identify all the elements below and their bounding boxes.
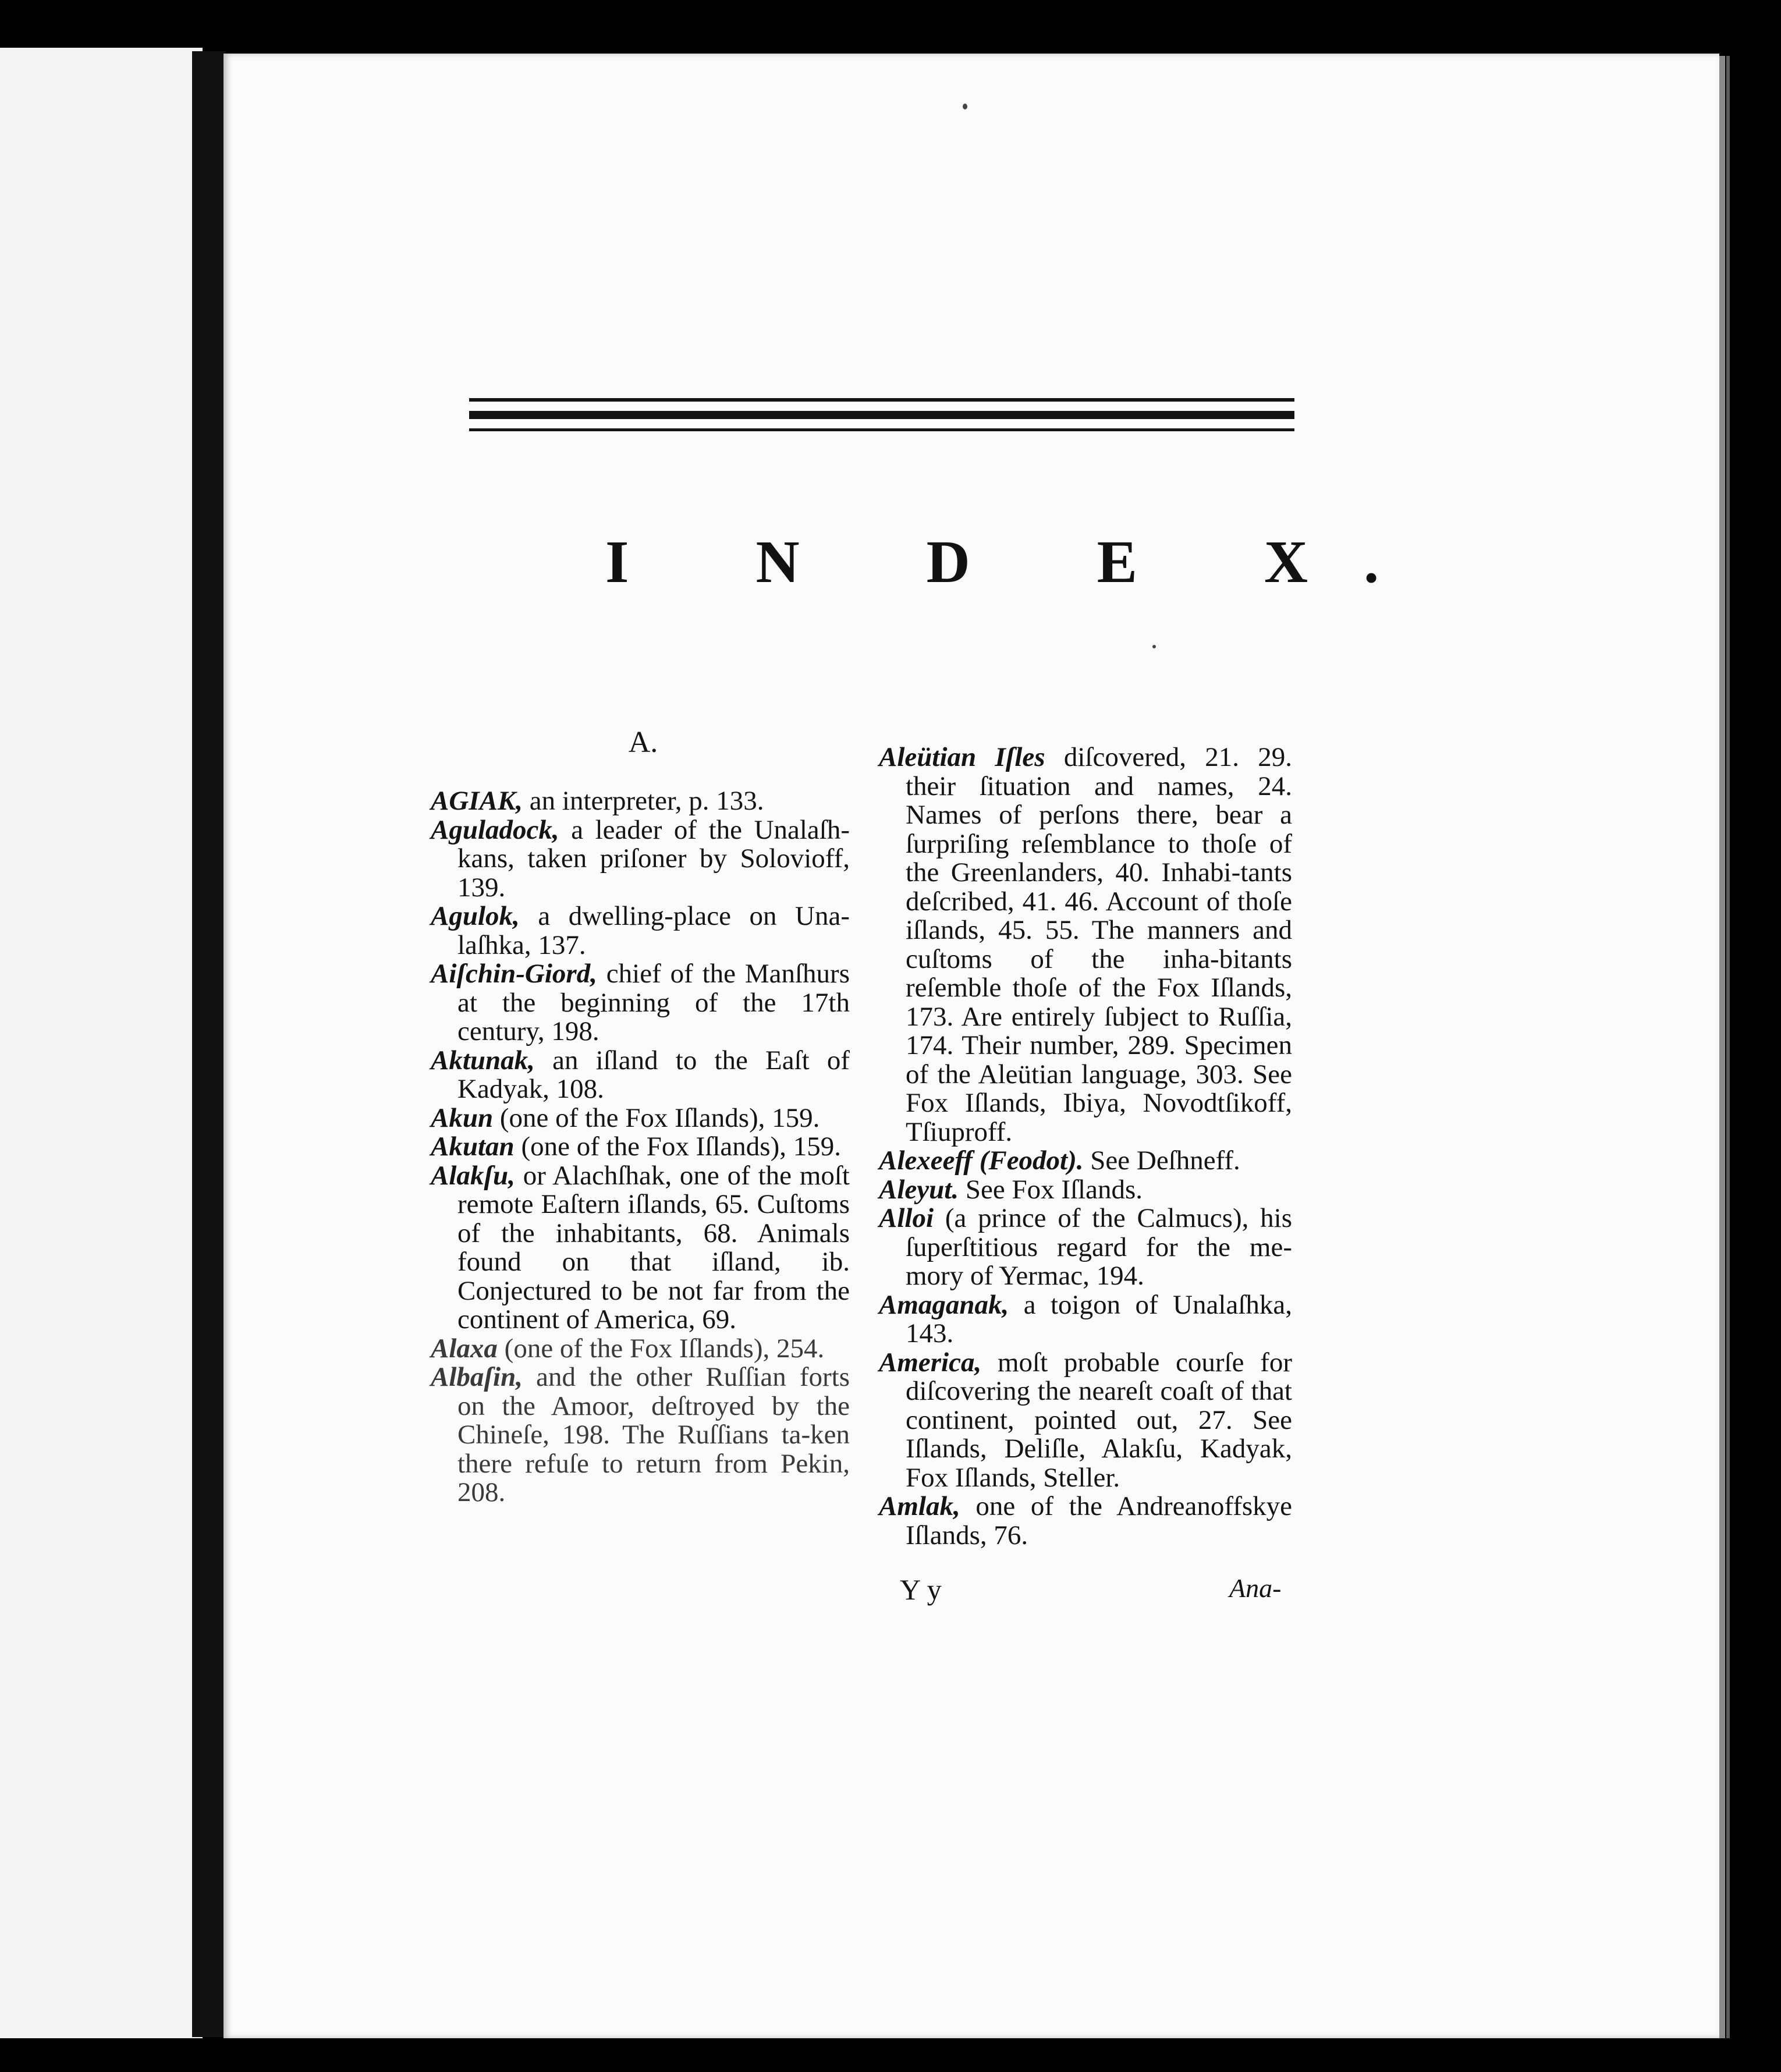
page-edge xyxy=(1719,56,1725,2038)
entry-headword: Agulok, xyxy=(431,901,520,931)
page-edge xyxy=(1726,56,1730,2038)
index-entry xyxy=(431,1162,850,1335)
entry-text: (one of the Fox Iſlands), 254. xyxy=(497,1333,825,1364)
entry-headword: Aktunak, xyxy=(431,1045,535,1076)
entry-text: (one of the Fox Iſlands), 159. xyxy=(514,1131,841,1162)
entry-headword: America, xyxy=(879,1347,982,1378)
entry-headword: Aguladock, xyxy=(431,814,559,845)
entry-text: or Alachſhak, one of the moſt remote Eaſtern iſlands, 65. Cuſtoms of the inhabitants, 68. Animals found on that iſland, ib. Conjectured to be not far from the continent of America, 69. xyxy=(457,1160,850,1335)
catchword: Ana- xyxy=(1229,1573,1282,1603)
signature-mark: Y y xyxy=(900,1573,942,1606)
entry-headword: Alloi xyxy=(879,1203,934,1233)
entry-headword: Albaſin, xyxy=(431,1362,523,1392)
index-entry xyxy=(431,1335,850,1364)
index-entry xyxy=(431,1046,850,1104)
index-entry xyxy=(431,816,850,903)
entry-headword: Amlak, xyxy=(879,1491,960,1521)
entry-headword: Alexeeff (Feodot). xyxy=(879,1145,1084,1176)
entry-text: an iſland to the Eaſt of Kadyak, 108. xyxy=(457,1045,850,1104)
index-entry xyxy=(879,1291,1292,1349)
entry-text: moſt probable courſe for diſcovering the neareſt coaſt of that continent, pointed out, 27. See Iſlands, Deliſle, Alakſu, Kadyak, Fox Iſlands, Steller. xyxy=(906,1347,1292,1493)
entry-text: (a prince of the Calmucs), his ſuperſtitious regard for the me-mory of Yermac, 194. xyxy=(906,1203,1292,1291)
entry-text: and the other Ruſſian forts on the Amoor, deſtroyed by the Chineſe, 198. The Ruſſians ta-ken there refuſe to return from Pekin, 208. xyxy=(457,1362,850,1507)
book-spine xyxy=(192,51,226,2037)
ink-speck xyxy=(1152,645,1156,648)
entry-headword: Akun xyxy=(431,1102,494,1133)
entry-text: one of the Andreanoffskye Iſlands, 76. xyxy=(906,1491,1292,1551)
index-column-right xyxy=(879,743,1292,1550)
index-entry xyxy=(879,1492,1292,1550)
index-entry xyxy=(431,1363,850,1507)
ink-speck xyxy=(963,104,967,109)
index-entry xyxy=(431,1133,850,1162)
entry-text: diſcovered, 21. 29. their ſituation and names, 24. Names of perſons there, bear a ſurpriſing reſemblance to thoſe of the Greenlanders, 40. Inhabi-tants deſcribed, 41. 46. Account of thoſe iſlands, 45. 55. The manners and cuſtoms of the inha-bitants reſemble thoſe of the Fox Iſlands, 173. Are entirely ſubject to Ruſſia, 174. Their number, 289. Specimen of the Aleütian language, 303. See Fox Iſlands, Ibiya, Novodtſikoff, Tſiuproff. xyxy=(906,742,1292,1147)
entry-text: (one of the Fox Iſlands), 159. xyxy=(493,1102,820,1133)
index-entry xyxy=(879,743,1292,1147)
index-entry xyxy=(879,1147,1292,1176)
entry-headword: Aleyut. xyxy=(879,1174,959,1205)
header-rule xyxy=(469,428,1294,431)
entry-text: a dwelling-place on Una-laſhka, 137. xyxy=(457,901,850,960)
index-entry xyxy=(879,1176,1292,1205)
index-entry xyxy=(431,960,850,1046)
entry-text: a leader of the Unalaſh-kans, taken priſoner by Solovioff, 139. xyxy=(457,814,850,903)
entry-headword: Akutan xyxy=(431,1131,515,1162)
header-rule xyxy=(469,411,1294,419)
left-page xyxy=(0,48,203,2038)
entry-text: See Deſhneff. xyxy=(1083,1145,1240,1176)
index-entry xyxy=(431,787,850,816)
index-column-left xyxy=(431,787,850,1507)
entry-headword: Amaganak, xyxy=(879,1289,1009,1320)
index-entry xyxy=(431,902,850,960)
index-entry xyxy=(879,1349,1292,1493)
entry-text: an interpreter, p. 133. xyxy=(523,786,764,816)
page-title: I N D E X. xyxy=(605,528,1435,595)
entry-text: a toigon of Unalaſhka, 143. xyxy=(906,1289,1292,1349)
entry-text: chief of the Manſhurs at the beginning of the 17th century, 198. xyxy=(457,959,850,1046)
section-letter: A. xyxy=(628,726,658,759)
header-rule xyxy=(469,398,1294,402)
entry-headword: AGIAK, xyxy=(431,786,523,816)
index-entry xyxy=(879,1204,1292,1291)
index-entry xyxy=(431,1104,850,1133)
entry-headword: Aleütian Iſles xyxy=(879,742,1045,772)
entry-text: See Fox Iſlands. xyxy=(959,1174,1143,1205)
entry-headword: Alaxa xyxy=(431,1333,498,1364)
entry-headword: Aiſchin-Giord, xyxy=(431,959,597,989)
entry-headword: Alakſu, xyxy=(431,1160,515,1191)
